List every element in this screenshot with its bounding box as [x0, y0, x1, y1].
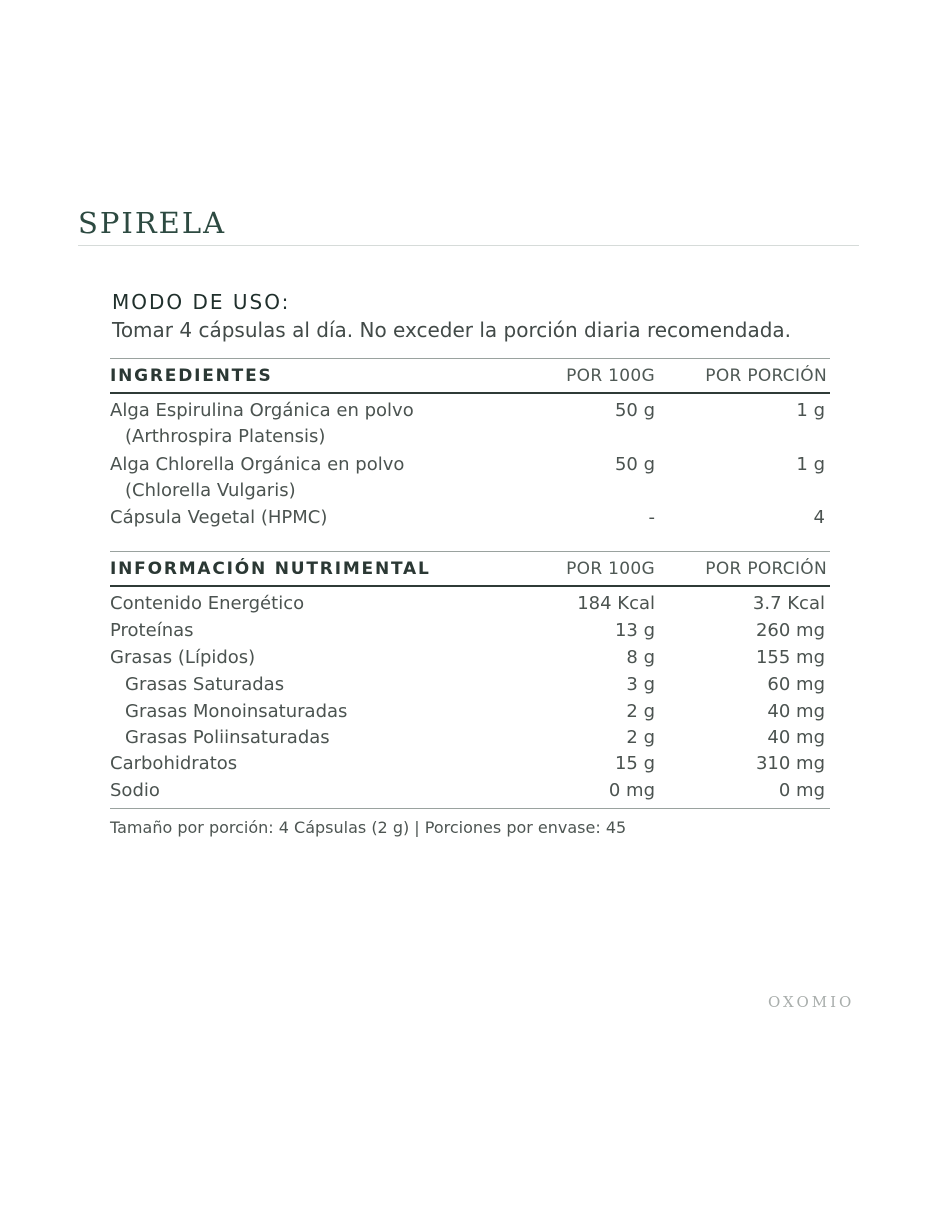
ingredient-scientific-name: (Arthrospira Platensis)	[125, 426, 326, 447]
nutrient-name: Carbohidratos	[110, 753, 238, 774]
nutrient-per-100g: 184 Kcal	[577, 593, 655, 614]
ingredient-row	[110, 507, 830, 534]
nutrient-name: Contenido Energético	[110, 593, 305, 614]
ingredient-per-serving: 1 g	[796, 400, 825, 421]
nutrition-heading: INFORMACIÓN NUTRIMENTAL	[110, 559, 431, 579]
ingredients-top-rule	[110, 358, 830, 359]
nutrient-name: Grasas Poliinsaturadas	[125, 727, 330, 748]
footer-logo: OXOMIO	[768, 993, 855, 1011]
ingredient-per-100g: 50 g	[614, 454, 655, 475]
nutrient-per-100g: 0 mg	[608, 780, 655, 801]
nutrition-row	[110, 674, 830, 701]
nutrition-bottom-rule	[110, 808, 830, 809]
nutrition-row	[110, 620, 830, 647]
nutrient-name: Proteínas	[110, 620, 194, 641]
nutrient-per-100g: 13 g	[614, 620, 655, 641]
nutrition-row	[110, 780, 830, 807]
usage-heading: MODO DE USO:	[112, 290, 291, 314]
nutrient-per-serving: 40 mg	[767, 727, 825, 748]
nutrient-per-100g: 2 g	[626, 701, 655, 722]
nutrient-per-100g: 8 g	[626, 647, 655, 668]
nutrition-row	[110, 593, 830, 620]
nutrient-per-100g: 2 g	[626, 727, 655, 748]
nutrient-per-100g: 3 g	[626, 674, 655, 695]
nutrition-row	[110, 727, 830, 754]
ingredients-header	[110, 366, 830, 392]
column-header-per-serving: POR PORCIÓN	[705, 366, 827, 386]
nutrient-name: Grasas (Lípidos)	[110, 647, 256, 668]
ingredient-subrow	[110, 480, 830, 507]
nutrient-per-serving: 3.7 Kcal	[752, 593, 825, 614]
ingredient-per-serving: 4	[813, 507, 825, 528]
ingredient-per-100g: 50 g	[614, 400, 655, 421]
ingredient-name: Alga Espirulina Orgánica en polvo	[110, 400, 414, 421]
nutrient-per-100g: 15 g	[614, 753, 655, 774]
nutrition-top-rule	[110, 551, 830, 552]
brand-divider	[78, 245, 859, 246]
ingredient-name: Cápsula Vegetal (HPMC)	[110, 507, 328, 528]
nutrient-name: Grasas Saturadas	[125, 674, 285, 695]
nutrient-per-serving: 155 mg	[755, 647, 825, 668]
ingredient-per-serving: 1 g	[796, 454, 825, 475]
ingredient-row	[110, 400, 830, 427]
nutrient-per-serving: 0 mg	[778, 780, 825, 801]
nutrition-row	[110, 701, 830, 728]
column-header-per-serving: POR PORCIÓN	[705, 559, 827, 579]
nutrient-per-serving: 260 mg	[755, 620, 825, 641]
nutrient-per-serving: 310 mg	[755, 753, 825, 774]
brand-title: SPIRELA	[78, 206, 227, 240]
nutrition-row	[110, 753, 830, 780]
ingredient-name: Alga Chlorella Orgánica en polvo	[110, 454, 405, 475]
ingredients-header-rule	[110, 392, 830, 394]
ingredient-per-100g: -	[648, 507, 655, 528]
ingredient-scientific-name: (Chlorella Vulgaris)	[125, 480, 296, 501]
nutrient-per-serving: 40 mg	[767, 701, 825, 722]
serving-size-note: Tamaño por porción: 4 Cápsulas (2 g) | Porciones por envase: 45	[110, 818, 627, 837]
nutrient-per-serving: 60 mg	[767, 674, 825, 695]
column-header-per-100g: POR 100G	[566, 366, 655, 386]
nutrient-name: Sodio	[110, 780, 160, 801]
usage-instructions: Tomar 4 cápsulas al día. No exceder la porción diaria recomendada.	[112, 318, 792, 342]
nutrition-row	[110, 647, 830, 674]
ingredients-heading: INGREDIENTES	[110, 366, 273, 386]
ingredient-row	[110, 454, 830, 481]
column-header-per-100g: POR 100G	[566, 559, 655, 579]
ingredient-subrow	[110, 426, 830, 453]
nutrition-header	[110, 559, 830, 585]
nutrition-header-rule	[110, 585, 830, 587]
nutrient-name: Grasas Monoinsaturadas	[125, 701, 348, 722]
